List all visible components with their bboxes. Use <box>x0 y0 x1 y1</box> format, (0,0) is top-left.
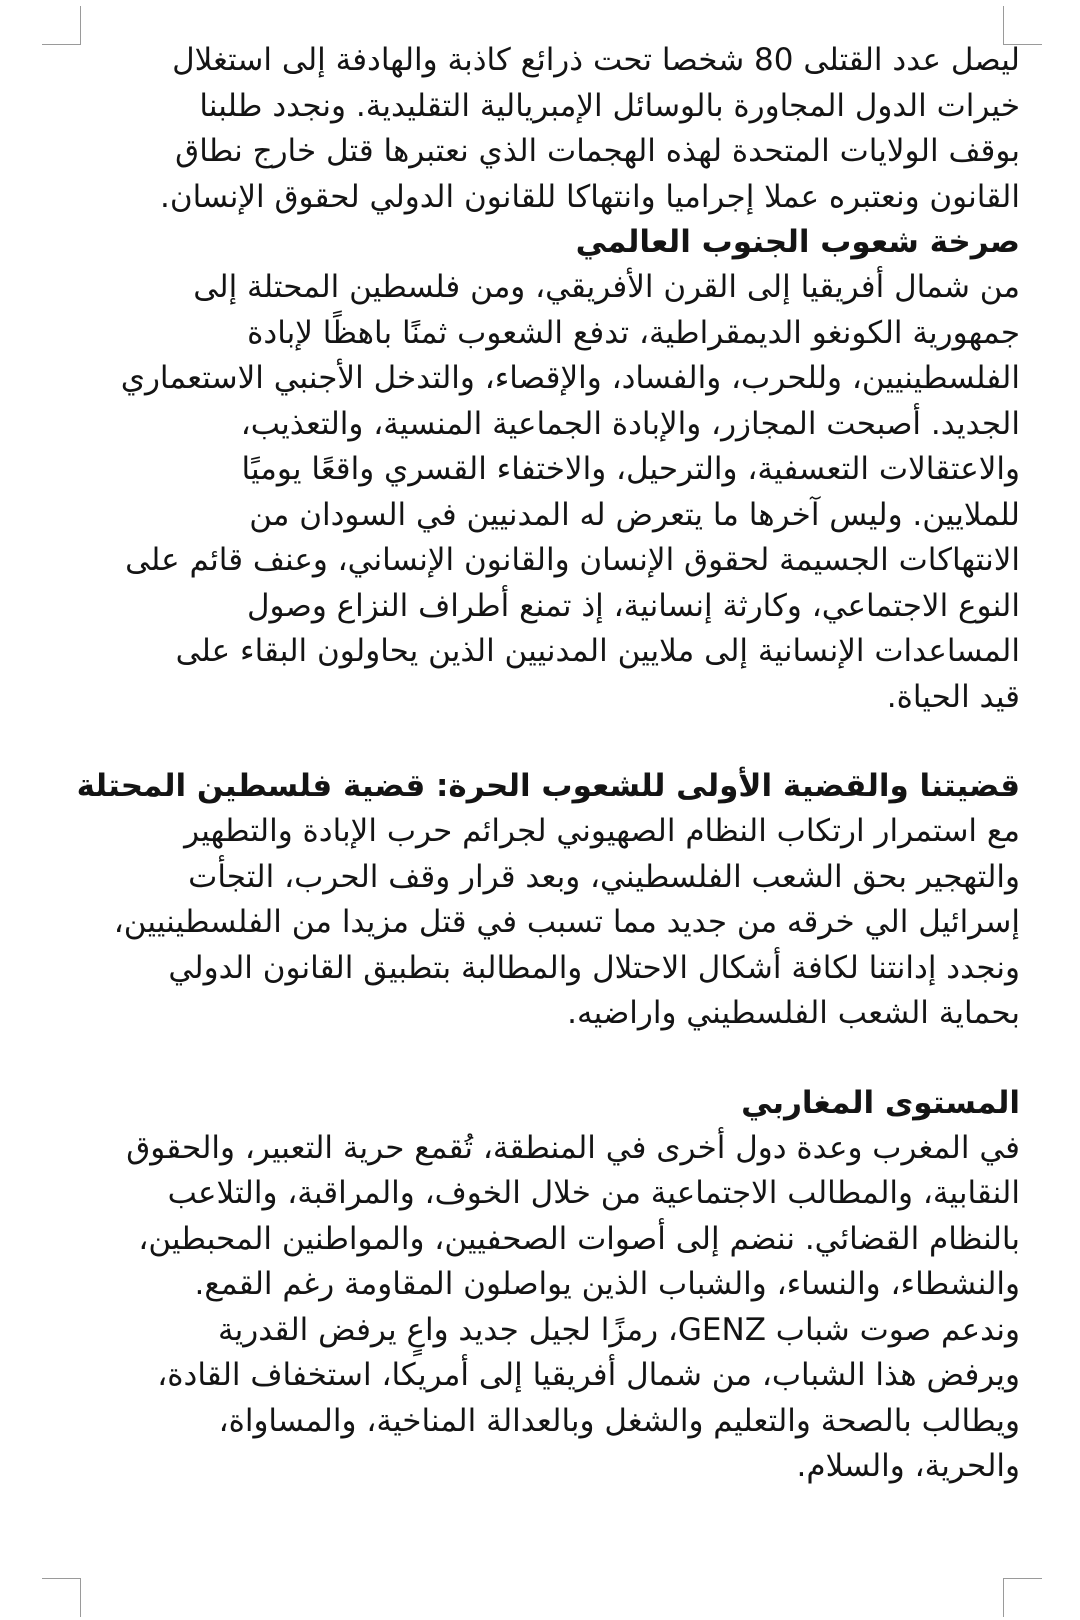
paragraph-line: ليصل عدد القتلى 80 شخصا تحت ذرائع كاذبة والهادفة إلى استغلال <box>172 42 1020 78</box>
paragraph-line: مع استمرار ارتكاب النظام الصهيوني لجرائم حرب الإبادة والتطهير <box>184 813 1020 849</box>
crop-mark-top-left <box>42 6 81 45</box>
paragraph-line: ويطالب بالصحة والتعليم والشغل وبالعدالة المناخية، والمساواة، <box>218 1402 1020 1439</box>
paragraph-line: وندعم صوت شباب GENZ، رمزًا لجيل جديد واعٍ يرفض القدرية <box>218 1311 1020 1348</box>
paragraph-line: ويرفض هذا الشباب، من شمال أفريقيا إلى أمريكا، استخفاف القادة، <box>157 1357 1020 1393</box>
paragraph-line: بالنظام القضائي. ننضم إلى أصوات الصحفيين، والمواطنين المحبطين، <box>138 1220 1020 1257</box>
paragraph-line: إسرائيل الي خرقه من جديد مما تسبب في قتل مزيدا من الفلسطينيين، <box>113 904 1020 940</box>
paragraph-line: المساعدات الإنسانية إلى ملايين المدنيين الذين يحاولون البقاء على <box>175 633 1020 669</box>
paragraph-line: والنشطاء، والنساء، والشباب الذين يواصلون المقاومة رغم القمع. <box>194 1266 1020 1302</box>
global-south-paragraph <box>82 265 1020 720</box>
palestine-paragraph <box>82 809 1020 1037</box>
paragraph-line: والاعتقالات التعسفية، والترحيل، والاختفاء القسري واقعًا يوميًا <box>241 451 1020 487</box>
paragraph-line: النقابية، والمطالب الاجتماعية من خلال الخوف، والمراقبة، والتلاعب <box>167 1175 1020 1211</box>
paragraph-line: ونجدد إدانتنا لكافة أشكال الاحتلال والمطالبة بتطبيق القانون الدولي <box>168 949 1020 986</box>
paragraph-line: القانون ونعتبره عملا إجراميا وانتهاكا للقانون الدولي لحقوق الإنسان. <box>159 178 1020 215</box>
intro-paragraph <box>82 38 1020 220</box>
paragraph-line: الانتهاكات الجسيمة لحقوق الإنسان والقانون الإنساني، وعنف قائم على <box>125 542 1020 578</box>
section-heading-global-south: صرخة شعوب الجنوب العالمي <box>575 224 1020 260</box>
paragraph-line: بوقف الولايات المتحدة لهذه الهجمات الذي نعتبرها قتل خارج نطاق <box>175 133 1020 169</box>
paragraph-line: للملايين. وليس آخرها ما يتعرض له المدنيين في السودان من <box>249 496 1020 533</box>
section-heading-maghreb: المستوى المغاربي <box>741 1084 1020 1121</box>
crop-mark-bottom-left <box>42 1578 81 1617</box>
paragraph-line: خيرات الدول المجاورة بالوسائل الإمبريالية التقليدية. ونجدد طلبنا <box>199 87 1020 124</box>
section-heading-palestine: قضيتنا والقضية الأولى للشعوب الحرة: قضية فلسطين المحتلة <box>76 768 1020 804</box>
crop-mark-bottom-right <box>1003 1578 1042 1617</box>
paragraph-line: جمهورية الكونغو الديمقراطية، تدفع الشعوب ثمنًا باهظًا لإبادة <box>247 314 1020 351</box>
paragraph-line: الفلسطينيين، وللحرب، والفساد، والإقصاء، والتدخل الأجنبي الاستعماري <box>120 360 1020 396</box>
document-page <box>76 38 1020 1490</box>
paragraph-line: والتهجير بحق الشعب الفلسطيني، وبعد قرار وقف الحرب، التجأت <box>188 858 1020 895</box>
paragraph-line: الجديد. أصبحت المجازر، والإبادة الجماعية المنسية، والتعذيب، <box>240 405 1020 442</box>
paragraph-line: النوع الاجتماعي، وكارثة إنسانية، إذ تمنع أطراف النزاع وصول <box>246 587 1020 624</box>
paragraph-line: في المغرب وعدة دول أخرى في المنطقة، تُقمع حرية التعبير، والحقوق <box>126 1129 1020 1166</box>
maghreb-paragraph <box>82 1126 1020 1490</box>
paragraph-line: والحرية، والسلام. <box>796 1448 1020 1484</box>
paragraph-line: بحماية الشعب الفلسطيني واراضيه. <box>567 995 1020 1031</box>
paragraph-line: قيد الحياة. <box>886 678 1020 715</box>
paragraph-line: من شمال أفريقيا إلى القرن الأفريقي، ومن فلسطين المحتلة إلى <box>193 269 1020 305</box>
